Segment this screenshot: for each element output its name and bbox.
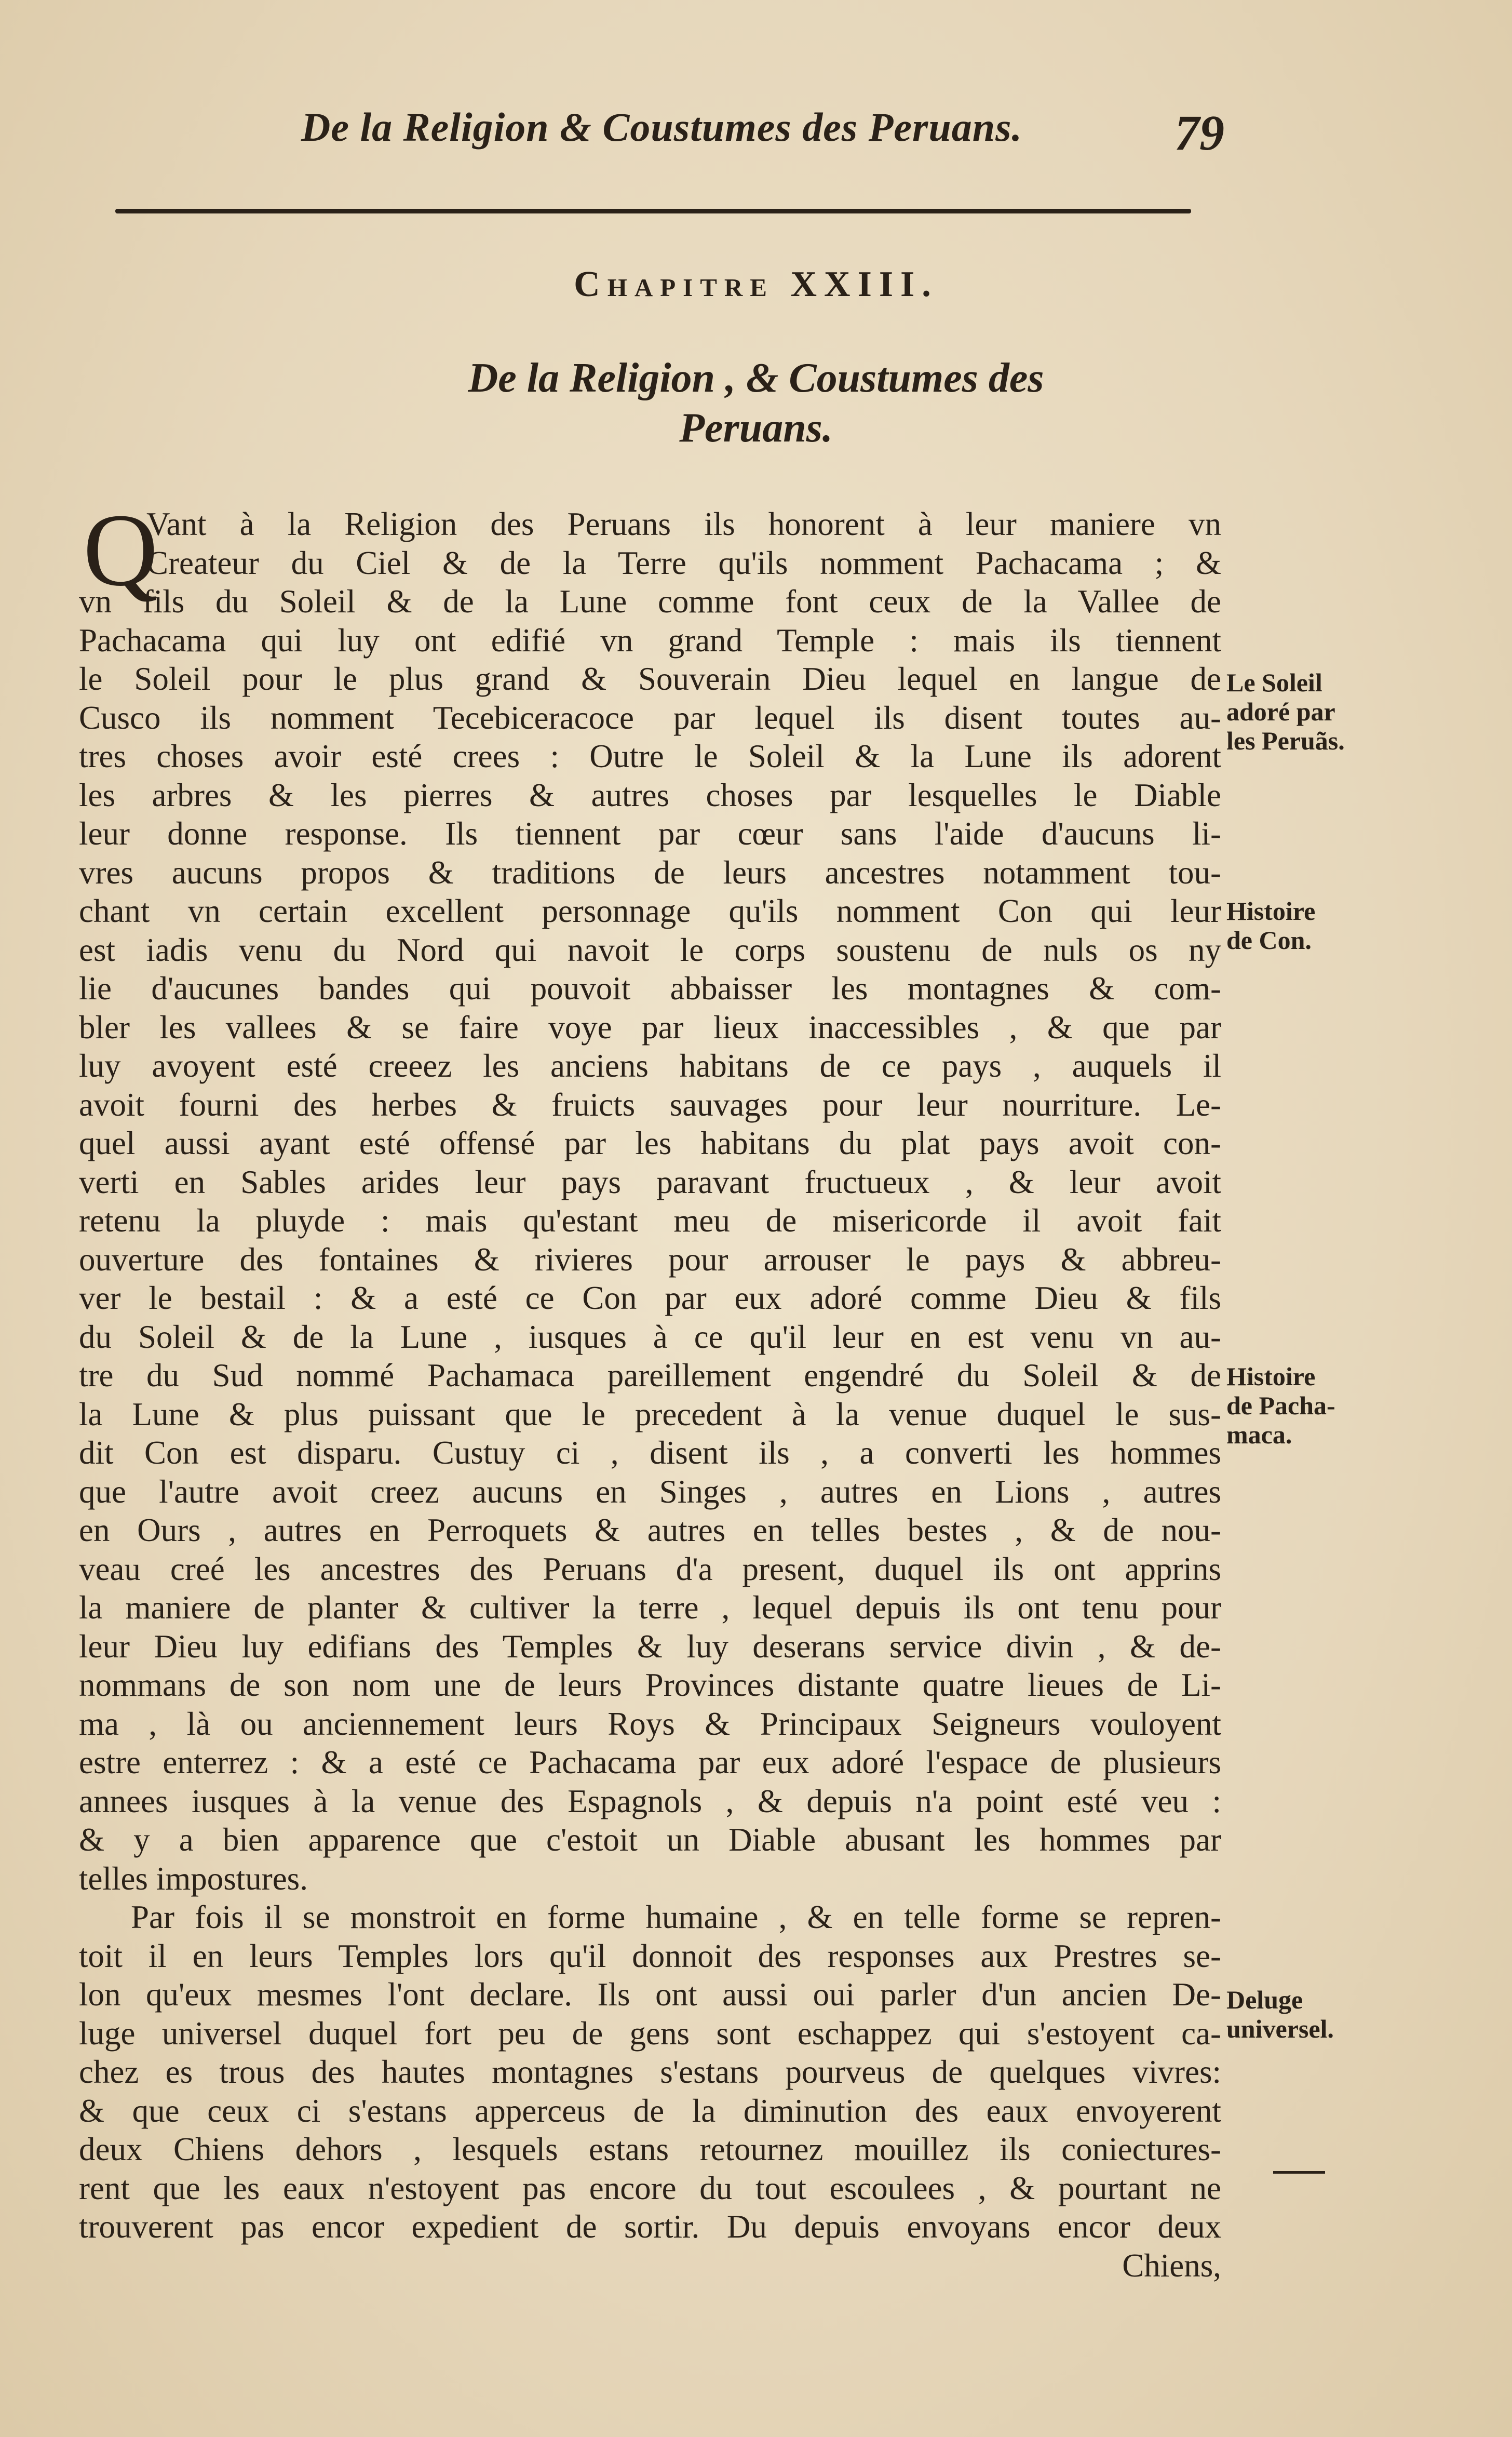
chapter-subtitle [0, 353, 1512, 453]
margin-note-line: de Con. [1226, 926, 1312, 955]
text-line: leur donne response. Ils tiennent par cœur sans l'aide d'aucuns li- [79, 815, 1221, 852]
catchword: Chiens, [1122, 2247, 1221, 2284]
text-line: luy avoyent esté creeez les anciens habitans de ce pays , auquels il [79, 1048, 1221, 1084]
text-line: bler les vallees & se faire voye par lieux inaccessibles , & que par [79, 1009, 1221, 1046]
text-line: estre enterrez : & a esté ce Pachacama par eux adoré l'espace de plusieurs [79, 1744, 1221, 1780]
chapter-subtitle-line: De la Religion , & Coustumes des [468, 355, 1044, 401]
text-line: leur Dieu luy edifians des Temples & luy deserans service divin , & de- [79, 1628, 1221, 1665]
text-line: trouverent pas encor expedient de sortir. Du depuis envoyans encor deux [79, 2208, 1221, 2245]
text-line: que l'autre avoit creez aucuns en Singes , autres en Lions , autres [79, 1473, 1221, 1510]
text-line: retenu la pluyde : mais qu'estant meu de misericorde il avoit fait [79, 1202, 1221, 1239]
margin-note-pachamaca [1226, 1362, 1382, 1449]
text-line: ma , là ou anciennement leurs Roys & Principaux Seigneurs vouloyent [79, 1705, 1221, 1742]
margin-note-soleil [1226, 668, 1382, 755]
text-line: Pachacama qui luy ont edifié vn grand Temple : mais ils tiennent [79, 622, 1221, 659]
text-line: vn fils du Soleil & de la Lune comme font ceux de la Vallee de [79, 583, 1221, 620]
text-line: telles impostures. [79, 1860, 308, 1897]
text-line: Vant à la Religion des Peruans ils honorent à leur maniere vn [146, 506, 1221, 542]
text-line: chant vn certain excellent personnage qu'ils nomment Con qui leur [79, 893, 1221, 929]
margin-note-line: Deluge [1226, 1985, 1303, 2014]
running-head: De la Religion & Coustumes des Peruans. [301, 104, 1022, 150]
margin-note-con [1226, 896, 1382, 955]
text-line: ver le bestail : & a esté ce Con par eux adoré comme Dieu & fils [79, 1280, 1221, 1316]
text-line: lon qu'eux mesmes l'ont declare. Ils ont aussi oui parler d'un ancien De- [79, 1976, 1221, 2013]
text-line: est iadis venu du Nord qui navoit le corps soustenu de nuls os ny [79, 931, 1221, 968]
text-line: tres choses avoir esté crees : Outre le Soleil & la Lune ils adorent [79, 738, 1221, 774]
text-line: Cusco ils nomment Tecebiceracoce par lequel ils disent toutes au- [79, 699, 1221, 736]
margin-note-line: Histoire [1226, 896, 1316, 926]
text-line: nommans de son nom une de leurs Provinces distante quatre lieues de Li- [79, 1667, 1221, 1703]
drop-cap: Q [83, 493, 158, 608]
body-text [79, 505, 1221, 2285]
text-line: la maniere de planter & cultiver la terre , lequel depuis ils ont tenu pour [79, 1589, 1221, 1626]
text-line: annees iusques à la venue des Espagnols , & depuis n'a point esté veu : [79, 1783, 1221, 1819]
text-line: & que ceux ci s'estans apperceus de la diminution des eaux envoyerent [79, 2092, 1221, 2129]
margin-note-line: adoré par [1226, 697, 1335, 726]
chapter-subtitle-line: Peruans. [679, 405, 833, 451]
text-line: & y a bien apparence que c'estoit un Diable abusant les hommes par [79, 1822, 1221, 1858]
text-line: luge universel duquel fort peu de gens sont eschappez qui s'estoyent ca- [79, 2015, 1221, 2052]
text-line: les arbres & les pierres & autres choses par lesquelles le Diable [79, 776, 1221, 813]
text-line: deux Chiens dehors , lesquels estans retournez mouillez ils coniectures- [79, 2131, 1221, 2167]
text-line: en Ours , autres en Perroquets & autres en telles bestes , & de nou- [79, 1512, 1221, 1548]
margin-note-line: Histoire [1226, 1362, 1316, 1391]
text-line: rent que les eaux n'estoyent pas encore du tout escoulees , & pourtant ne [79, 2170, 1221, 2206]
text-line: avoit fourni des herbes & fruicts sauvages pour leur nourriture. Le- [79, 1086, 1221, 1123]
text-line: vres aucuns propos & traditions de leurs ancestres notamment tou- [79, 854, 1221, 891]
text-line: veau creé les ancestres des Peruans d'a present, duquel ils ont apprins [79, 1550, 1221, 1587]
text-line: quel aussi ayant esté offensé par les habitans du plat pays avoit con- [79, 1125, 1221, 1161]
margin-note-line: maca. [1226, 1420, 1292, 1449]
text-line: le Soleil pour le plus grand & Souverain Dieu lequel en langue de [79, 661, 1221, 697]
margin-note-deluge [1226, 1985, 1382, 2043]
text-line: verti en Sables arides leur pays paravant fructueux , & leur avoit [79, 1163, 1221, 1200]
text-line: tre du Sud nommé Pachamaca pareillement engendré du Soleil & de [79, 1357, 1221, 1394]
text-line: la Lune & plus puissant que le precedent à la venue duquel le sus- [79, 1396, 1221, 1432]
chapter-title: Chapitre XXIII. [574, 264, 938, 304]
text-line: lie d'aucunes bandes qui pouvoit abbaisser les montagnes & com- [79, 970, 1221, 1007]
margin-note-line: Le Soleil [1226, 668, 1322, 697]
text-line: toit il en leurs Temples lors qu'il donnoit des responses aux Prestres se- [79, 1937, 1221, 1974]
page-number: 79 [1174, 105, 1224, 160]
margin-note-line: les Peruãs. [1226, 726, 1345, 755]
text-line: Par fois il se monstroit en forme humaine , & en telle forme se repren- [131, 1899, 1221, 1935]
margin-note-line: de Pacha- [1226, 1391, 1335, 1420]
margin-note-line: universel. [1226, 2014, 1334, 2043]
text-line: Createur du Ciel & de la Terre qu'ils nomment Pachacama ; & [146, 544, 1221, 581]
header-rule [115, 209, 1191, 213]
margin-ornament [1273, 2171, 1325, 2174]
text-line: du Soleil & de la Lune , iusques à ce qu'il leur en est venu vn au- [79, 1318, 1221, 1355]
text-line: dit Con est disparu. Custuy ci , disent ils , a converti les hommes [79, 1435, 1221, 1471]
text-line: ouverture des fontaines & rivieres pour arrouser le pays & abbreu- [79, 1241, 1221, 1278]
text-line: chez es trous des hautes montagnes s'estans pourveus de quelques vivres: [79, 2054, 1221, 2090]
